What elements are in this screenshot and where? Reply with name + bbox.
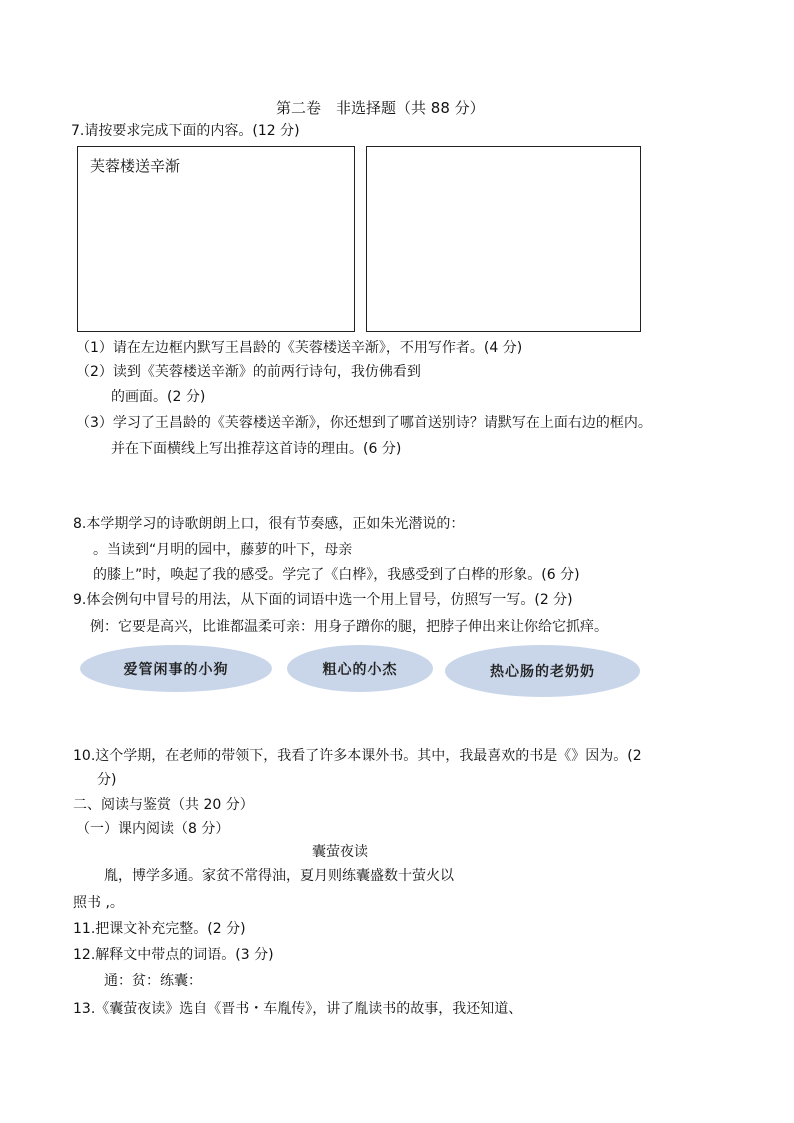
question-13: 13.《囊萤夜读》选自《晋书・车胤传》，讲了胤读书的故事，我还知道、 <box>73 1001 523 1017</box>
question-10-line1: 10.这个学期，在老师的带领下，我看了许多本课外书。其中，我最喜欢的书是《》因为。(2 <box>73 748 642 764</box>
question-12-items: 通：贫：练囊： <box>104 973 202 989</box>
question-12-stem: 12.解释文中带点的词语。(3 分) <box>73 947 274 963</box>
left-answer-box[interactable] <box>77 146 355 332</box>
question-7-sub3-line1: （3）学习了王昌龄的《芙蓉楼送辛渐》，你还想到了哪首送别诗？请默写在上面右边的框内。 <box>76 415 652 431</box>
question-7-sub1: （1）请在左边框内默写王昌龄的《芙蓉楼送辛渐》，不用写作者。(4 分) <box>76 340 523 356</box>
question-7-sub2-line2: 的画面。(2 分) <box>111 389 206 405</box>
question-10-line2: 分) <box>97 772 117 788</box>
question-8-line1: 8.本学期学习的诗歌朗朗上口，很有节奏感，正如朱光潜说的： <box>73 516 465 532</box>
word-option-2-label: 粗心的小杰 <box>322 661 398 678</box>
right-answer-box[interactable] <box>366 146 641 332</box>
question-9-stem: 9.体会例句中冒号的用法，从下面的词语中选一个用上冒号，仿照写一写。(2 分) <box>73 592 573 608</box>
word-option-3-label: 热心肠的老奶奶 <box>490 664 595 680</box>
question-8-line2: 。当读到“月明的园中，藤萝的叶下，母亲 <box>93 542 353 558</box>
word-option-2[interactable] <box>287 645 433 692</box>
passage-line2: 照书 ,。 <box>73 895 124 911</box>
question-11: 11.把课文补充完整。(2 分) <box>73 921 246 937</box>
part-2-heading: 二、阅读与鉴赏（共 20 分） <box>73 797 254 813</box>
word-option-3[interactable] <box>445 645 640 697</box>
question-8-line3: 的膝上”时，唤起了我的感受。学完了《白桦》，我感受到了白桦的形象。(6 分) <box>93 567 580 583</box>
passage-line1: 胤，博学多通。家贫不常得油，夏月则练囊盛数十萤火以 <box>104 868 454 884</box>
word-option-1[interactable] <box>80 645 272 692</box>
section-title: 第二卷 非选择题（共 88 分） <box>276 99 485 117</box>
word-option-1-label: 爱管闲事的小狗 <box>123 661 229 678</box>
question-7-sub3-line2: 并在下面横线上写出推荐这首诗的理由。(6 分) <box>111 441 402 457</box>
question-7-sub2-line1: （2）读到《芙蓉楼送辛渐》的前两行诗句，我仿佛看到 <box>76 364 421 380</box>
passage-title: 囊萤夜读 <box>312 844 368 860</box>
left-box-caption: 芙蓉楼送辛渐 <box>90 157 181 175</box>
part-2-sub-heading: （一）课内阅读（8 分） <box>76 821 230 837</box>
question-7-stem: 7.请按要求完成下面的内容。(12 分) <box>71 123 300 139</box>
question-9-example: 例：它要是高兴，比谁都温柔可亲：用身子蹭你的腿，把脖子伸出来让你给它抓痒。 <box>90 619 608 635</box>
